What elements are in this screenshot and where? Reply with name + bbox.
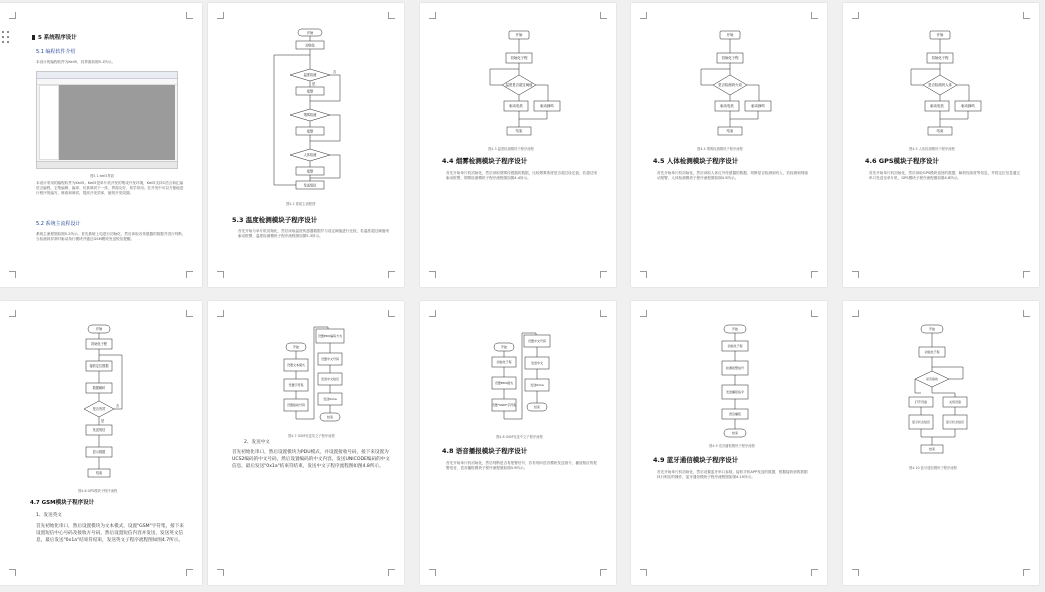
fc-label: 显示状态信息 bbox=[911, 420, 931, 425]
crop-mark bbox=[217, 12, 224, 19]
crop-mark bbox=[640, 12, 647, 19]
fc-label: 结束 bbox=[936, 129, 944, 134]
fc-label: 是否接收 bbox=[925, 377, 939, 382]
fc-label: 烟雾检测 bbox=[303, 113, 317, 118]
fc-label: 关闭设备 bbox=[948, 400, 962, 405]
section-heading: 5.1 编程软件介绍 bbox=[36, 49, 76, 55]
crop-mark bbox=[9, 271, 16, 278]
fc-label: 显示状态信息 bbox=[945, 420, 965, 425]
bluetooth-flowchart bbox=[907, 323, 983, 463]
fc-label: 打开设备 bbox=[914, 400, 928, 405]
temperature-flowchart bbox=[478, 29, 568, 144]
fc-label: 驱动蜂鸣 bbox=[540, 104, 554, 109]
crop-mark bbox=[217, 569, 224, 576]
fc-label: 开始 bbox=[936, 33, 944, 38]
fc-label: 设置字符集 bbox=[288, 383, 304, 388]
crop-mark bbox=[852, 12, 859, 19]
crop-mark bbox=[429, 569, 436, 576]
gps-flowchart bbox=[70, 323, 140, 493]
fc-label: 初始化子程 bbox=[931, 56, 949, 61]
crop-mark bbox=[600, 271, 607, 278]
crop-mark bbox=[186, 569, 193, 576]
fc-label: 是否有效 bbox=[92, 407, 106, 412]
crop-mark bbox=[388, 310, 395, 317]
fc-label: 设置PDU编码方式 bbox=[317, 334, 343, 339]
fc-label: 开始 bbox=[292, 345, 300, 350]
fc-label: 发送中文信息 bbox=[320, 377, 340, 382]
fc-label: 报警 bbox=[306, 129, 314, 134]
fc-label: 开始 bbox=[928, 327, 936, 332]
fc-label: 检测报警信号 bbox=[725, 366, 745, 371]
section-heading: 5.3 温度检测模块子程序设计 bbox=[232, 216, 318, 224]
subsection-label: 1、发送英文 bbox=[36, 513, 62, 518]
paragraph: 首先开始单片机初始化，然后读取烟雾传感器的数据，比较烟雾浓度是否超过设定值，若超过则驱动报警，烟雾检测模块子程序流程图如图4.4所示。 bbox=[446, 171, 597, 181]
crop-mark bbox=[600, 12, 607, 19]
fc-label: 报警 bbox=[306, 169, 314, 174]
figure-caption: 图4.4 烟雾检测模块子程序流程 bbox=[697, 147, 743, 151]
paragraph: 首先开始单片机初始化，然后读取GPS模块返回的数据，解析经纬度等信息，并将定位信息通过串口发送至单片机，GPS模块子程序流程图如图4.6所示。 bbox=[869, 171, 1020, 181]
paragraph: 本设计采用的编程软件为Keil5。Keil5是单片机开发的集成开发环境，Keil5支持C语言和汇编语言编程，它集编辑、编译、仿真调试于一体，界面友好，易学易用。在开发中可以方便地进行程序的编写、修改和调试，提高开发效率，缩短开发周期。 bbox=[36, 181, 184, 196]
figure-caption: 图4.3 温度检测模块子程序流程 bbox=[488, 147, 534, 151]
crop-mark bbox=[217, 310, 224, 317]
fc-label: 初始化子程 bbox=[727, 344, 743, 349]
crop-mark bbox=[600, 569, 607, 576]
document-page-1 bbox=[0, 3, 202, 287]
section-heading: 4.5 人体检测模块子程序设计 bbox=[653, 157, 739, 165]
crop-mark bbox=[811, 569, 818, 576]
chapter-heading: 5 系统程序设计 bbox=[32, 33, 77, 41]
fc-label: 数据解析 bbox=[92, 386, 106, 391]
smoke-flowchart bbox=[689, 29, 779, 144]
crop-mark bbox=[388, 12, 395, 19]
fc-label: 驱动蜂鸣 bbox=[751, 104, 765, 109]
fc-label: 结束 bbox=[533, 405, 541, 410]
crop-mark bbox=[640, 310, 647, 317]
document-page-3 bbox=[420, 3, 616, 287]
paragraph: 首先开始单片机初始化，然后设置蓝牙串口参数，接收手机APP发送的数据，根据接收到的数据执行相应的操作，蓝牙通信模块子程序流程图如图4.10所示。 bbox=[657, 470, 808, 480]
fc-label: 结束 bbox=[928, 447, 936, 452]
crop-mark bbox=[388, 569, 395, 576]
crop-mark bbox=[429, 271, 436, 278]
fc-label: 是 bbox=[101, 419, 105, 423]
figure-caption: 图4.7 GSM发送英文子程序流程 bbox=[288, 434, 335, 438]
paragraph: 首先初始化串口，然后设置模块为PDU模式，并设置接收号码，接下来设置为UCS2编码的中文号码，然后设置编码的中文内容，发送UNICODE编码的中文信息，最后发送"0x1a"结束符结束，发送中文子程序流程图如图4.8所示。 bbox=[232, 450, 390, 470]
fc-label: 是 bbox=[312, 82, 316, 86]
voice-flowchart bbox=[715, 323, 755, 448]
fc-label: 设置文本模式 bbox=[286, 363, 306, 368]
crop-mark bbox=[852, 271, 859, 278]
crop-mark bbox=[640, 271, 647, 278]
fc-label: 初始化子程 bbox=[91, 342, 107, 347]
fc-label: 否 bbox=[333, 70, 337, 74]
crop-mark bbox=[186, 12, 193, 19]
fc-label: 初始化子程 bbox=[510, 56, 528, 61]
document-page-7 bbox=[208, 301, 404, 585]
crop-mark bbox=[186, 310, 193, 317]
fc-label: 开始 bbox=[515, 33, 523, 38]
fc-label: 开始 bbox=[726, 33, 734, 38]
crop-mark bbox=[9, 12, 16, 19]
fc-label: 开始 bbox=[95, 327, 103, 332]
section-heading: 4.7 GSM模块子程序设计 bbox=[30, 500, 95, 506]
fc-label: 显示数据 bbox=[92, 450, 106, 455]
crop-mark bbox=[388, 271, 395, 278]
document-page-2 bbox=[208, 3, 404, 287]
fc-label: 初始化 bbox=[305, 43, 315, 48]
crop-mark bbox=[429, 310, 436, 317]
crop-mark bbox=[1023, 310, 1030, 317]
paragraph: 首先开始单片机初始化，然后判断是否有报警信号，若有则向语音模块发送指令，播放相应的报警语音，语音播报模块子程序流程图如图4.9所示。 bbox=[446, 461, 597, 471]
fc-label: 发送中文 bbox=[530, 361, 544, 366]
figure-caption: 图4.6 GPS模块子程序流程 bbox=[78, 489, 118, 493]
figure-caption: 图4.10 蓝牙通信模块子程序流程 bbox=[909, 466, 957, 470]
paragraph: 首先开始与单片机初始化，然后读取温度传感器数据并与设定阈值进行比较，若温度超过阈值则驱动报警，温度检测模块子程序流程图如图5.3所示。 bbox=[238, 229, 389, 239]
figure-caption: 图5.2 系统主流程图 bbox=[286, 202, 316, 206]
crop-mark bbox=[429, 12, 436, 19]
paragraph: 系统主流程图如图5.2所示。首先系统上电进行初始化，然后读取各传感器的数据并进行判断，当检测到异常时驱动执行模块并通过GSM模块发送短信提醒。 bbox=[36, 232, 186, 242]
crop-mark bbox=[186, 271, 193, 278]
document-page-9 bbox=[631, 301, 827, 585]
fc-label: 驱动电机 bbox=[509, 104, 523, 109]
fc-label: 开始 bbox=[731, 327, 739, 332]
fc-label: 结束 bbox=[95, 471, 103, 476]
section-heading: 4.9 蓝牙通信模块子程序设计 bbox=[653, 456, 739, 464]
gsm-english-flowchart bbox=[280, 325, 360, 437]
fc-label: 设置接收号码 bbox=[286, 403, 306, 408]
crop-mark bbox=[1023, 12, 1030, 19]
section-heading: 4.6 GPS模块子程序设计 bbox=[865, 157, 940, 165]
document-page-8 bbox=[420, 301, 616, 585]
paragraph: 首先初始化串口，然后设置模块为文本模式，设置"GSM"字符集，接下来设置短信中心号码及接收方号码，然后设置短信内容并发送，发送英文信息，最后发送"0x1a"结束符结束，发送英文子程序流程图如图4.7所示。 bbox=[36, 524, 184, 544]
fc-label: 初始化子程 bbox=[496, 360, 512, 365]
crop-mark bbox=[811, 271, 818, 278]
fc-label: 是否检测到火焰 bbox=[718, 83, 742, 88]
fc-label: 开始 bbox=[306, 30, 314, 35]
paragraph: 首先开始单片机初始化，然后读取人体红外传感器的数据，判断是否检测到有人，若检测到则驱动报警，人体检测模块子程序流程图如图4.5所示。 bbox=[657, 171, 808, 181]
document-page-10 bbox=[843, 301, 1039, 585]
figure-caption: 图5.1 keil5界面 bbox=[90, 174, 114, 178]
keil5-screenshot bbox=[36, 71, 178, 169]
crop-mark bbox=[1023, 569, 1030, 576]
document-page-6 bbox=[0, 301, 202, 585]
fc-label: 初始化子程 bbox=[924, 350, 940, 355]
section-heading: 4.4 烟雾检测模块子程序设计 bbox=[442, 157, 528, 165]
paragraph: 本设计的编程软件为Keil5，其界面如图5.1所示。 bbox=[36, 60, 116, 64]
document-page-4 bbox=[631, 3, 827, 287]
fc-label: 设置中文号码 bbox=[320, 357, 340, 362]
fc-label: 温度检测 bbox=[303, 73, 317, 78]
fc-label: 发送播报指令 bbox=[725, 390, 745, 395]
fc-label: 接收定位数据 bbox=[89, 364, 109, 369]
fc-label: 驱动蜂鸣 bbox=[961, 104, 975, 109]
human-detect-flowchart bbox=[899, 29, 989, 144]
fc-label: 设置中文号码 bbox=[527, 339, 547, 344]
fc-label: 结束 bbox=[726, 129, 734, 134]
fc-label: 设置PDU模式 bbox=[494, 381, 514, 386]
figure-caption: 图4.9 语音播报模块子程序流程 bbox=[709, 444, 755, 448]
crop-mark bbox=[600, 310, 607, 317]
crop-mark bbox=[852, 310, 859, 317]
fc-label: 发送0x1a bbox=[530, 383, 544, 388]
crop-mark bbox=[640, 569, 647, 576]
fc-label: 发送短信 bbox=[303, 183, 317, 188]
crop-mark bbox=[811, 310, 818, 317]
document-page-5 bbox=[843, 3, 1039, 287]
fc-label: 发送0x1a bbox=[323, 397, 337, 402]
gsm-chinese-flowchart bbox=[488, 331, 568, 437]
fc-label: 开始 bbox=[500, 345, 508, 350]
figure-caption: 图4.8 GSM发送中文子程序流程 bbox=[496, 435, 543, 439]
fc-label: 温度是否超过阈值 bbox=[505, 83, 533, 88]
subsection-label: 2、发送中文 bbox=[244, 440, 270, 445]
fc-label: 语音播报 bbox=[728, 412, 742, 417]
drag-handle-icon[interactable] bbox=[2, 31, 12, 45]
crop-mark bbox=[852, 569, 859, 576]
fc-label: 人体检测 bbox=[303, 153, 317, 158]
fc-label: 报警 bbox=[306, 89, 314, 94]
fc-label: 驱动电机 bbox=[720, 104, 734, 109]
fc-label: 初始化子程 bbox=[721, 56, 739, 61]
crop-mark bbox=[217, 271, 224, 278]
crop-mark bbox=[811, 12, 818, 19]
fc-label: 结束 bbox=[731, 431, 739, 436]
main-flowchart bbox=[270, 27, 360, 197]
fc-label: 是否检测到人体 bbox=[928, 83, 952, 88]
fc-label: 设置"GSM"字符集 bbox=[491, 403, 517, 408]
crop-mark bbox=[9, 310, 16, 317]
fc-label: 发送短信 bbox=[92, 428, 106, 433]
figure-caption: 图4.5 人体检测模块子程序流程 bbox=[909, 147, 955, 151]
crop-mark bbox=[9, 569, 16, 576]
fc-label: 结束 bbox=[515, 129, 523, 134]
fc-label: 否 bbox=[116, 404, 120, 408]
crop-mark bbox=[1023, 271, 1030, 278]
section-heading: 4.8 语音播报模块子程序设计 bbox=[442, 447, 528, 455]
section-heading: 5.2 系统主流程设计 bbox=[36, 221, 81, 227]
fc-label: 驱动电机 bbox=[930, 104, 944, 109]
fc-label: 结束 bbox=[326, 415, 334, 420]
